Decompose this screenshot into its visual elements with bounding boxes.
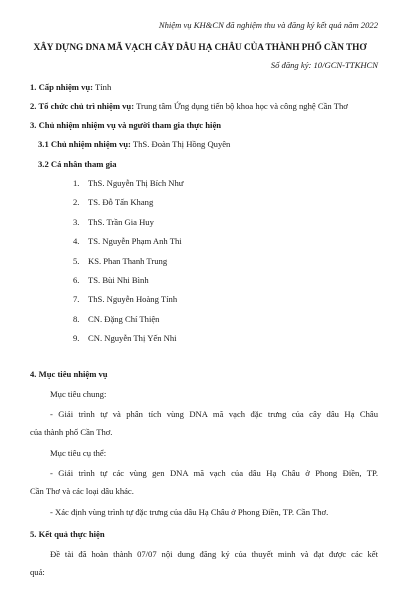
member-number: 9. [73, 333, 80, 344]
member-name: ThS. Nguyễn Thị Bích Như [88, 178, 184, 188]
member-number: 6. [73, 275, 80, 285]
document-title: XÂY DỰNG DNA MÃ VẠCH CÂY DÂU HẠ CHÂU CỦA THÀNH PHỐ CẦN THƠ [33, 43, 367, 53]
member-number: 1. [73, 178, 80, 188]
section-1-label: 1. Cấp nhiệm vụ: [30, 82, 94, 92]
member-item [73, 294, 177, 304]
specific-objective-1-line-1: - Giải trình tự các vùng gen DNA mã vạch của dâu Hạ Châu ở Phong Điền, TP. [50, 468, 378, 478]
member-item [73, 275, 149, 285]
member-number: 8. [73, 313, 80, 324]
registration-number: Số đăng ký: 10/GCN-TTKHCN [270, 60, 378, 70]
section-1-value: Tỉnh [95, 82, 112, 92]
member-name: ThS. Nguyễn Hoàng Tính [88, 294, 178, 305]
member-item [73, 314, 159, 324]
section-3-heading: 3. Chủ nhiệm nhiệm vụ và người tham gia thực hiện [30, 120, 222, 130]
member-number: 5. [73, 255, 80, 266]
section-2 [30, 101, 348, 111]
member-number: 4. [73, 236, 80, 247]
results-line-1: Đề tài đã hoàn thành 07/07 nội dung đăng ký của thuyết minh và đạt được các kết [50, 549, 378, 559]
member-item [73, 197, 153, 207]
member-item [73, 256, 167, 266]
member-item [73, 333, 177, 343]
general-objective-line-1: - Giải trình tự và phân tích vùng DNA mã vạch đặc trưng của cây dâu Hạ Châu [50, 409, 378, 419]
section-3-1 [38, 139, 230, 149]
specific-objective-2: - Xác định vùng trình tự đặc trưng của dâu Hạ Châu ở Phong Điền, TP. Cần Thơ. [50, 507, 329, 517]
section-2-value: Trung tâm Ứng dụng tiến bộ khoa học và công nghệ Cần Thơ [136, 101, 348, 111]
member-name: TS. Bùi Nhi Bình [88, 275, 149, 285]
specific-objective-heading: Mục tiêu cụ thể: [50, 448, 107, 458]
member-name: TS. Đỗ Tấn Khang [88, 197, 154, 208]
section-3-1-label: 3.1 Chủ nhiệm nhiệm vụ: [38, 139, 131, 149]
section-4-heading: 4. Mục tiêu nhiệm vụ [30, 369, 108, 379]
member-name: ThS. Trần Gia Huy [88, 216, 154, 227]
section-3-2-heading: 3.2 Cá nhân tham gia [38, 159, 117, 169]
member-item [73, 178, 183, 188]
member-name: KS. Phan Thanh Trung [88, 255, 168, 266]
header-note: Nhiệm vụ KH&CN đã nghiệm thu và đăng ký kết quả năm 2022 [158, 20, 378, 30]
general-objective-line-2: của thành phố Cần Thơ. [30, 427, 113, 437]
section-5-heading: 5. Kết quả thực hiện [30, 529, 105, 539]
section-3-1-value: ThS. Đoàn Thị Hồng Quyên [132, 139, 231, 149]
member-number: 7. [73, 294, 80, 305]
member-item [73, 217, 154, 227]
member-name: TS. Nguyễn Phạm Anh Thi [88, 236, 182, 247]
section-1 [30, 82, 111, 92]
section-2-label: 2. Tổ chức chủ trì nhiệm vụ: [30, 101, 135, 111]
member-number: 3. [73, 216, 80, 227]
member-name: CN. Nguyễn Thị Yến Nhi [88, 333, 177, 344]
results-line-2: quả: [30, 567, 45, 577]
specific-objective-1-line-2: Cần Thơ và các loại dâu khác. [30, 486, 134, 496]
general-objective-heading: Mục tiêu chung: [50, 389, 107, 399]
member-item [73, 236, 182, 246]
member-number: 2. [73, 197, 80, 208]
member-name: CN. Đặng Chí Thiện [88, 313, 160, 324]
